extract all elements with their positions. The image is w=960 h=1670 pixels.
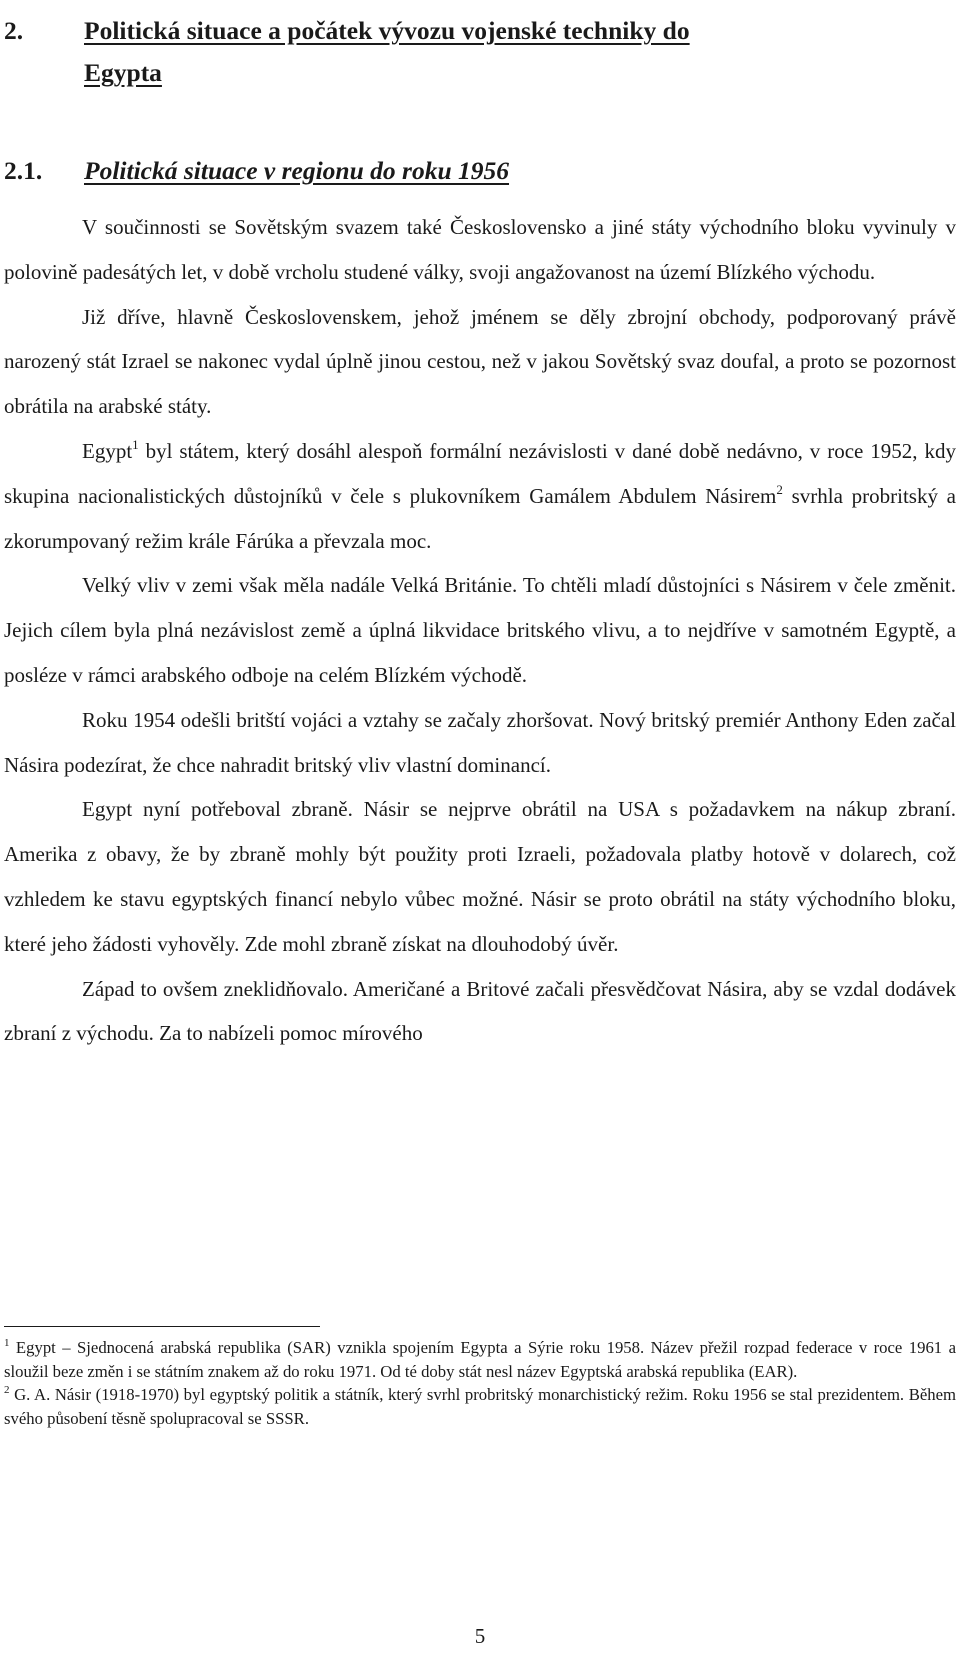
- chapter-heading: [4, 0, 956, 87]
- paragraph: Egypt nyní potřeboval zbraně. Násir se nejprve obrátil na USA s požadavkem na nákup zbraní. Amerika z obavy, že by zbraně mohly být použity proti Izraeli, požadovala platby hotově v dolarech, což vzhledem ke stavu egyptských financí nebylo vůbec možné. Násir se proto obrátil na státy východního bloku, které jeho žádosti vyhověly. Zde mohl zbraně získat na dlouhodobý úvěr.: [4, 797, 956, 956]
- footnotes: [4, 1336, 956, 1430]
- body-text: [4, 205, 956, 1056]
- chapter-title-line1: Politická situace a počátek vývozu vojenské techniky do: [84, 16, 690, 45]
- paragraph: V součinnosti se Sovětským svazem také Československo a jiné státy východního bloku vyvinuly v polovině padesátých let, v době vrcholu studené války, svoji angažovanost na území Blízkého východu.: [4, 215, 956, 284]
- section-title: Politická situace v regionu do roku 1956: [84, 156, 510, 185]
- section-number: 2.1.: [4, 156, 43, 185]
- paragraph: Roku 1954 odešli britští vojáci a vztahy se začaly zhoršovat. Nový britský premiér Anthony Eden začal Násira podezírat, že chce nahradit britský vliv vlastní dominancí.: [4, 707, 956, 777]
- footnote-ref-2[interactable]: 2: [776, 481, 783, 497]
- paragraph-text: Egypt: [82, 438, 133, 463]
- footnote-2: [4, 1383, 956, 1430]
- paragraph: Již dříve, hlavně Československem, jehož jménem se děly zbrojní obchody, podporovaný právě narozený stát Izrael se nakonec vydal úplně jinou cestou, než v jakou Sovětský svaz doufal, a proto se pozornost obrátila na arabské státy.: [4, 304, 956, 419]
- page-number: 5: [474, 1624, 486, 1648]
- footnote-1: [4, 1336, 956, 1383]
- paragraph: Západ to ovšem zneklidňovalo. Američané a Britové začali přesvědčovat Násira, aby se vzdal dodávek zbraní z východu. Za to nabízeli pomoc mírového: [4, 976, 956, 1046]
- footnote-text: G. A. Násir (1918-1970) byl egyptský politik a státník, který svrhl probritský monarchistický režim. Roku 1956 se stal prezidentem. Během svého působení těsně spolupracoval se SSSR.: [4, 1385, 956, 1428]
- footnote-text: Egypt – Sjednocená arabská republika (SAR) vznikla spojením Egypta a Sýrie roku 1958. Název přežil rozpad federace v roce 1961 a sloužil beze změn i se státním znakem až do roku 1971. Od té doby stát nesl název Egyptská arabská republika (EAR).: [4, 1338, 956, 1381]
- chapter-number: 2.: [4, 16, 24, 45]
- chapter-title-line2: Egypta: [84, 58, 162, 87]
- paragraph: [4, 429, 956, 563]
- footnote-separator: [4, 1326, 320, 1327]
- paragraph-text: svrhla probritský a zkorumpovaný režim krále Fárúka a převzala moc.: [4, 483, 956, 553]
- paragraph-text: byl státem, který dosáhl alespoň formální nezávislosti v dané době nedávno, v roce 1952, kdy skupina nacionalistických důstojníků v čele s plukovníkem Gamálem Abdulem Násirem: [4, 438, 956, 508]
- footnote-marker: 2: [4, 1384, 10, 1396]
- section-heading: [4, 156, 509, 186]
- footnote-marker: 1: [4, 1337, 10, 1349]
- footnote-ref-1[interactable]: 1: [132, 436, 139, 452]
- paragraph: Velký vliv v zemi však měla nadále Velká Británie. To chtěli mladí důstojníci s Násirem v čele změnit. Jejich cílem byla plná nezávislost země a úplná likvidace britského vlivu, a to nejdříve v samotném Egyptě, a posléze v rámci arabského odboje na celém Blízkém východě.: [4, 573, 956, 687]
